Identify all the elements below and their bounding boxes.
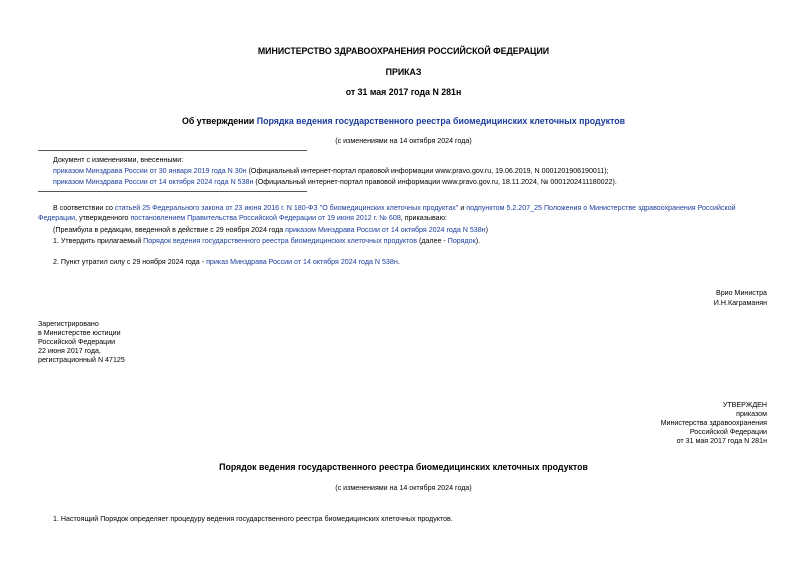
resolution-link[interactable]: постановлением Правительства Российской Федерации от 19 июня 2012 г. № 608 xyxy=(130,214,401,222)
doc-type-heading: ПРИКАЗ xyxy=(385,67,422,77)
procedure-amendment-note: (с изменениями на 14 октября 2024 года) xyxy=(335,484,472,492)
preamble-text: и xyxy=(458,204,467,212)
preamble-line-1 xyxy=(53,204,736,213)
amendments-intro: Документ с изменениями, внесенными: xyxy=(53,156,184,164)
divider-bottom xyxy=(38,191,307,192)
approval-line: приказом xyxy=(736,410,767,418)
registration-line: 22 июня 2017 года, xyxy=(38,347,101,355)
preamble-text: ) xyxy=(485,226,488,234)
approval-block xyxy=(661,401,767,446)
signatory-position: Врио Министра xyxy=(716,289,767,297)
item-text: 2. Пункт утратил силу с 29 ноября 2024 года - xyxy=(53,258,207,266)
preamble-revision-note xyxy=(53,226,488,235)
doc-title-prefix: Об утверждении xyxy=(182,116,257,126)
regulation-link[interactable]: Федерации xyxy=(38,214,76,222)
order-link[interactable]: приказом Минздрава России от 14 октября 2024 года N 538н xyxy=(285,226,486,234)
law-link[interactable]: статьей 25 Федерального закона от 23 июня 2016 г. N 180-ФЗ "О биомедицинских клеточных продуктах" xyxy=(114,204,459,212)
item-text: (далее - xyxy=(416,237,448,245)
approval-line: от 31 мая 2017 года N 281н xyxy=(676,437,767,445)
doc-title-link[interactable]: Порядка ведения государственного реестра биомедицинских клеточных продуктов xyxy=(256,116,625,126)
approval-line: Российской Федерации xyxy=(689,428,767,436)
amendment-source: (Официальный интернет-портал правовой информации www.pravo.gov.ru, 19.06.2019, N 0001201906190011); xyxy=(246,167,609,175)
ministry-heading: МИНИСТЕРСТВО ЗДРАВООХРАНЕНИЯ РОССИЙСКОЙ ФЕДЕРАЦИИ xyxy=(257,46,550,56)
preamble-text: (Преамбула в редакции, введенной в действие с 29 ноября 2024 года xyxy=(53,226,286,234)
amendment-source: (Официальный интернет-портал правовой информации www.pravo.gov.ru, 18.11.2024, № 0001202411180022). xyxy=(253,178,617,186)
order-link[interactable]: приказ Минздрава России от 14 октября 2024 года N 538н xyxy=(206,258,398,266)
item-text: . xyxy=(397,258,400,266)
amendment-item xyxy=(53,167,609,176)
registration-line: Российской Федерации xyxy=(38,338,116,346)
signatory-name: И.Н.Каграманян xyxy=(713,299,767,307)
item-text: ). xyxy=(475,237,481,245)
amendment-note: (с изменениями на 14 октября 2024 года) xyxy=(335,137,472,145)
order-item-2 xyxy=(53,258,400,267)
approval-line: Министерства здравоохранения xyxy=(660,419,767,427)
doc-title xyxy=(0,116,807,126)
amendment-item xyxy=(53,178,617,187)
preamble-text: , утвержденного xyxy=(75,214,131,222)
preamble-text: В соответствии со xyxy=(53,204,115,212)
amendment-link[interactable]: приказом Минздрава России от 14 октября 2024 года N 538н xyxy=(53,178,254,186)
registration-line: в Министерстве юстиции xyxy=(38,329,121,337)
approval-line: УТВЕРЖДЕН xyxy=(722,401,767,409)
procedure-item-1: 1. Настоящий Порядок определяет процедуру ведения государственного реестра биомедицинских клеточных продуктов. xyxy=(53,515,453,523)
item-text: 1. Утвердить прилагаемый xyxy=(53,237,144,245)
regulation-link[interactable]: подпунктом 5.2.207_25 Положения о Министерстве здравоохранения Российской xyxy=(466,204,736,212)
procedure-short-link[interactable]: Порядок xyxy=(447,237,476,245)
registration-line: регистрационный N 47125 xyxy=(38,356,125,364)
registration-block xyxy=(38,320,125,365)
divider-top xyxy=(38,150,307,151)
preamble-line-2 xyxy=(38,214,447,223)
procedure-title: Порядок ведения государственного реестра биомедицинских клеточных продуктов xyxy=(219,462,588,472)
preamble-text: , приказываю: xyxy=(400,214,447,222)
procedure-link[interactable]: Порядок ведения государственного реестра биомедицинских клеточных продуктов xyxy=(143,237,417,245)
order-item-1 xyxy=(53,237,480,246)
doc-date-number: от 31 мая 2017 года N 281н xyxy=(345,87,462,97)
registration-line: Зарегистрировано xyxy=(38,320,99,328)
amendment-link[interactable]: приказом Минздрава России от 30 января 2019 года N 30н xyxy=(53,167,247,175)
